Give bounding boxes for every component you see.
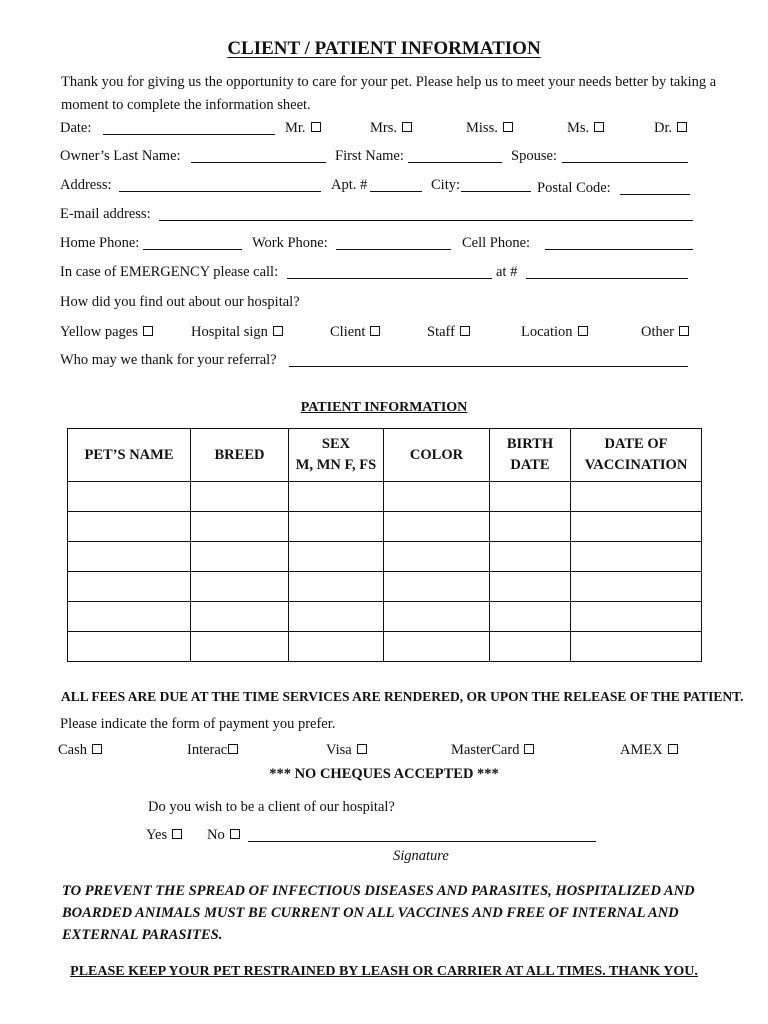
payment-mastercard[interactable] [451,742,534,759]
home-phone-label: Home Phone: [60,235,140,251]
city-label: City: [431,177,461,193]
table-cell[interactable] [490,602,571,632]
table-cell[interactable] [191,542,289,572]
referral-field[interactable] [289,352,688,367]
table-cell[interactable] [571,542,702,572]
table-cell[interactable] [490,512,571,542]
patient-info-heading: PATIENT INFORMATION [300,400,468,415]
staff-checkbox[interactable] [460,326,470,336]
payment-label: Cash [58,742,87,758]
address-label: Address: [60,177,112,193]
header-line: BREED [214,446,265,463]
payment-amex[interactable] [620,742,678,759]
table-row [68,572,702,602]
work-phone-field[interactable] [336,235,451,250]
table-cell[interactable] [571,512,702,542]
emergency-phone-field[interactable] [526,264,688,279]
ms-label: Ms. [567,120,590,136]
dr-label: Dr. [654,120,673,136]
page-title: CLIENT / PATIENT INFORMATION [227,38,541,59]
col-birth-date [490,429,571,482]
other-checkbox[interactable] [679,326,689,336]
table-cell[interactable] [384,482,490,512]
table-cell[interactable] [384,542,490,572]
emergency-label: In case of EMERGENCY please call: [60,264,279,280]
payment-prompt: Please indicate the form of payment you prefer. [60,716,336,732]
yellow-pages-checkbox[interactable] [143,326,153,336]
work-phone-label: Work Phone: [252,235,328,251]
table-cell[interactable] [191,482,289,512]
owner-last-name-field[interactable] [191,148,326,163]
email-field[interactable] [159,206,693,221]
table-cell[interactable] [384,602,490,632]
col-vaccination-date [571,429,702,482]
first-name-label: First Name: [335,148,404,164]
location-checkbox[interactable] [578,326,588,336]
mr-option[interactable] [285,120,321,137]
table-row [68,632,702,662]
home-phone-field[interactable] [143,235,242,250]
mr-checkbox[interactable] [311,122,321,132]
signature-line[interactable] [248,827,596,842]
client-yes-option[interactable] [146,827,182,844]
source-label: Other [641,324,675,340]
table-cell[interactable] [68,632,191,662]
header-line: M, MN F, FS [295,457,377,473]
table-cell[interactable] [289,572,384,602]
amex-checkbox[interactable] [668,744,678,754]
hospital-sign-checkbox[interactable] [273,326,283,336]
visa-checkbox[interactable] [357,744,367,754]
miss-label: Miss. [466,120,498,136]
mr-label: Mr. [285,120,306,136]
header-line: BIRTH [506,436,554,452]
table-cell[interactable] [289,542,384,572]
table-row [68,602,702,632]
table-cell[interactable] [490,632,571,662]
mrs-label: Mrs. [370,120,397,136]
table-cell[interactable] [384,572,490,602]
table-row [68,482,702,512]
payment-label: AMEX [620,742,663,758]
dr-option[interactable] [654,120,687,137]
table-cell[interactable] [289,482,384,512]
leash-notice: PLEASE KEEP YOUR PET RESTRAINED BY LEASH OR CARRIER AT ALL TIMES. THANK YOU. [70,964,698,979]
payment-label: Visa [326,742,352,758]
header-line: SEX [321,436,351,452]
source-yellow-pages[interactable] [60,324,153,341]
table-cell[interactable] [571,572,702,602]
col-sex [289,429,384,482]
table-cell[interactable] [289,512,384,542]
apt-label: Apt. # [331,177,368,193]
postal-code-label: Postal Code: [537,180,611,196]
table-cell[interactable] [191,602,289,632]
table-cell[interactable] [68,602,191,632]
find-out-question: How did you find out about our hospital? [60,294,300,310]
table-cell[interactable] [571,632,702,662]
email-label: E-mail address: [60,206,151,222]
payment-label: MasterCard [451,742,520,758]
miss-option[interactable] [466,120,513,137]
yes-label: Yes [146,827,168,843]
header-line: DATE OF [604,436,668,452]
payment-visa[interactable] [326,742,367,759]
table-cell[interactable] [490,482,571,512]
table-cell[interactable] [571,482,702,512]
no-checkbox[interactable] [230,829,240,839]
col-pets-name [68,429,191,482]
disease-notice: TO PREVENT THE SPREAD OF INFECTIOUS DISEASES AND PARASITES, HOSPITALIZED AND BOARDED ANIMALS MUST BE CURRENT ON ALL VACCINES AND FREE OF INTERNAL AND EXTERNAL PARASITES. [62,883,695,943]
table-cell[interactable] [289,632,384,662]
table-cell[interactable] [68,572,191,602]
source-label: Client [330,324,366,340]
col-color [384,429,490,482]
table-cell[interactable] [68,512,191,542]
cell-phone-label: Cell Phone: [462,235,531,251]
table-cell[interactable] [490,572,571,602]
dr-checkbox[interactable] [677,122,687,132]
table-cell[interactable] [68,482,191,512]
table-cell[interactable] [490,542,571,572]
table-cell[interactable] [191,572,289,602]
mastercard-checkbox[interactable] [524,744,534,754]
first-name-field[interactable] [408,148,502,163]
header-line: DATE [510,457,550,473]
referral-label: Who may we thank for your referral? [60,352,277,368]
fees-notice: ALL FEES ARE DUE AT THE TIME SERVICES ARE RENDERED, OR UPON THE RELEASE OF THE PATIENT. [61,689,744,704]
header-line: COLOR [409,446,464,463]
no-label: No [207,827,225,843]
source-client[interactable] [330,324,380,341]
owner-last-name-label: Owner’s Last Name: [60,148,181,164]
spouse-field[interactable] [562,148,688,163]
source-hospital-sign[interactable] [191,324,283,341]
table-cell[interactable] [384,632,490,662]
mrs-checkbox[interactable] [402,122,412,132]
table-row [68,542,702,572]
payment-cash[interactable] [58,742,102,759]
miss-checkbox[interactable] [503,122,513,132]
yes-checkbox[interactable] [172,829,182,839]
cell-phone-field[interactable] [545,235,693,250]
table-cell[interactable] [191,632,289,662]
table-cell[interactable] [191,512,289,542]
date-label: Date: [60,120,92,136]
payment-label: Interac [187,742,228,758]
source-label: Yellow pages [60,324,138,340]
city-field[interactable] [461,177,531,192]
source-label: Staff [427,324,455,340]
emergency-phone-label: at # [496,264,518,280]
signature-caption: Signature [393,848,449,864]
source-location[interactable] [521,324,588,341]
table-cell[interactable] [384,512,490,542]
header-line: PET’S NAME [84,446,174,463]
emergency-contact-field[interactable] [287,264,492,279]
header-line: VACCINATION [584,457,688,473]
client-question: Do you wish to be a client of our hospital? [148,799,395,815]
apt-field[interactable] [370,177,422,192]
postal-code-field[interactable] [620,180,690,195]
source-label: Location [521,324,573,340]
address-field[interactable] [119,177,321,192]
source-staff[interactable] [427,324,470,341]
ms-option[interactable] [567,120,604,137]
ms-checkbox[interactable] [594,122,604,132]
table-header-row [68,429,702,482]
mrs-option[interactable] [370,120,412,137]
source-label: Hospital sign [191,324,268,340]
patient-table [67,428,702,662]
cash-checkbox[interactable] [92,744,102,754]
spouse-label: Spouse: [511,148,557,164]
table-cell[interactable] [68,542,191,572]
col-breed [191,429,289,482]
date-field[interactable] [103,120,275,135]
intro-text: Thank you for giving us the opportunity to care for your pet. Please help us to meet your needs better by taking a moment to complete the information sheet. [61,74,717,113]
client-checkbox[interactable] [370,326,380,336]
payment-interac[interactable] [187,742,238,759]
table-row [68,512,702,542]
client-no-option[interactable] [207,827,240,844]
table-cell[interactable] [289,602,384,632]
no-cheques-notice: *** NO CHEQUES ACCEPTED *** [269,766,499,782]
source-other[interactable] [641,324,689,341]
table-cell[interactable] [571,602,702,632]
interac-checkbox[interactable] [228,744,238,754]
